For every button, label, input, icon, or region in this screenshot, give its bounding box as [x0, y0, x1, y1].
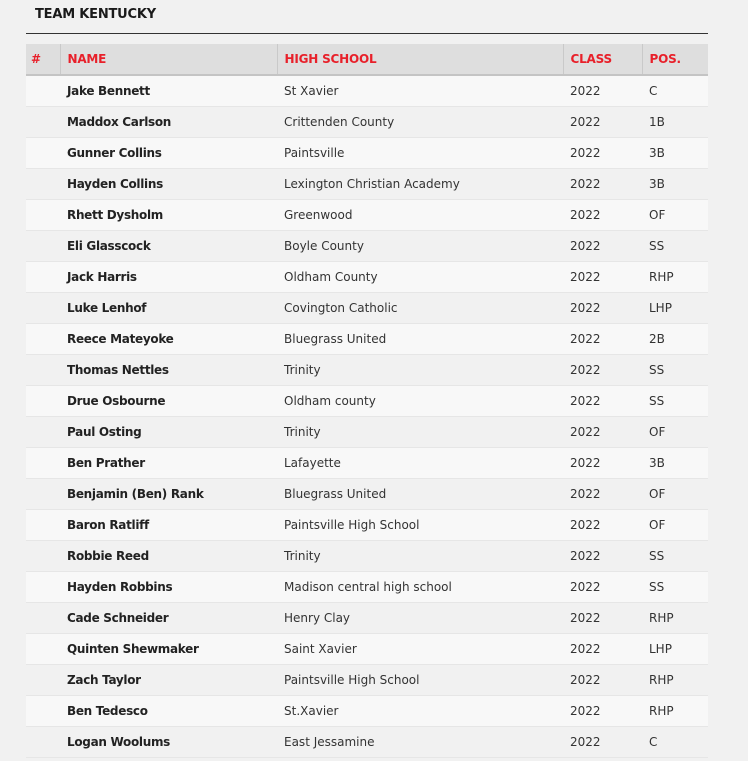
table-row [26, 292, 708, 323]
table-row [26, 447, 708, 478]
player-position: LHP [642, 633, 708, 664]
player-position: SS [642, 230, 708, 261]
player-high-school: Trinity [277, 354, 563, 385]
player-class: 2022 [563, 571, 642, 602]
player-position: SS [642, 354, 708, 385]
player-high-school: Oldham County [277, 261, 563, 292]
player-number [26, 75, 60, 106]
player-name: Maddox Carlson [60, 106, 277, 137]
player-number [26, 106, 60, 137]
column-header-position[interactable]: POS. [642, 44, 708, 75]
table-row [26, 323, 708, 354]
player-position: LHP [642, 292, 708, 323]
header-row [26, 44, 708, 75]
player-class: 2022 [563, 199, 642, 230]
player-position: C [642, 75, 708, 106]
player-class: 2022 [563, 106, 642, 137]
player-high-school: Lafayette [277, 447, 563, 478]
column-header-name[interactable]: NAME [60, 44, 277, 75]
player-name: Luke Lenhof [60, 292, 277, 323]
player-number [26, 292, 60, 323]
player-name: Jake Bennett [60, 75, 277, 106]
player-class: 2022 [563, 323, 642, 354]
table-row [26, 261, 708, 292]
player-name: Jack Harris [60, 261, 277, 292]
table-row [26, 137, 708, 168]
team-title: TEAM KENTUCKY [26, 0, 708, 34]
player-name: Baron Ratliff [60, 509, 277, 540]
player-number [26, 509, 60, 540]
table-row [26, 602, 708, 633]
table-row [26, 385, 708, 416]
player-number [26, 323, 60, 354]
table-row [26, 230, 708, 261]
table-row [26, 478, 708, 509]
player-class: 2022 [563, 602, 642, 633]
player-class: 2022 [563, 633, 642, 664]
player-name: Gunner Collins [60, 137, 277, 168]
player-name: Eli Glasscock [60, 230, 277, 261]
player-number [26, 168, 60, 199]
player-high-school: Greenwood [277, 199, 563, 230]
column-header-number[interactable]: # [26, 44, 60, 75]
player-class: 2022 [563, 261, 642, 292]
roster-section [26, 0, 708, 758]
player-high-school: Bluegrass United [277, 478, 563, 509]
table-row [26, 633, 708, 664]
player-position: RHP [642, 664, 708, 695]
player-high-school: Covington Catholic [277, 292, 563, 323]
player-class: 2022 [563, 540, 642, 571]
player-name: Hayden Collins [60, 168, 277, 199]
player-high-school: East Jessamine [277, 726, 563, 757]
player-position: OF [642, 199, 708, 230]
player-high-school: St.Xavier [277, 695, 563, 726]
player-class: 2022 [563, 416, 642, 447]
table-row [26, 695, 708, 726]
player-position: OF [642, 509, 708, 540]
player-name: Zach Taylor [60, 664, 277, 695]
player-position: 2B [642, 323, 708, 354]
player-number [26, 261, 60, 292]
player-high-school: Crittenden County [277, 106, 563, 137]
player-class: 2022 [563, 478, 642, 509]
player-number [26, 602, 60, 633]
player-high-school: Trinity [277, 540, 563, 571]
player-name: Ben Prather [60, 447, 277, 478]
player-name: Reece Mateyoke [60, 323, 277, 354]
player-high-school: Paintsville High School [277, 509, 563, 540]
table-row [26, 416, 708, 447]
player-number [26, 385, 60, 416]
player-position: SS [642, 385, 708, 416]
player-high-school: St Xavier [277, 75, 563, 106]
player-name: Logan Woolums [60, 726, 277, 757]
player-high-school: Oldham county [277, 385, 563, 416]
player-name: Drue Osbourne [60, 385, 277, 416]
player-class: 2022 [563, 385, 642, 416]
player-high-school: Paintsville High School [277, 664, 563, 695]
player-number [26, 695, 60, 726]
column-header-high-school[interactable]: HIGH SCHOOL [277, 44, 563, 75]
player-name: Hayden Robbins [60, 571, 277, 602]
player-position: 3B [642, 137, 708, 168]
player-position: RHP [642, 261, 708, 292]
table-row [26, 106, 708, 137]
table-row [26, 75, 708, 106]
player-position: 1B [642, 106, 708, 137]
player-number [26, 478, 60, 509]
player-class: 2022 [563, 230, 642, 261]
player-position: RHP [642, 602, 708, 633]
player-position: C [642, 726, 708, 757]
player-number [26, 137, 60, 168]
player-class: 2022 [563, 695, 642, 726]
table-row [26, 509, 708, 540]
roster-table-body [26, 75, 708, 757]
player-class: 2022 [563, 509, 642, 540]
player-class: 2022 [563, 447, 642, 478]
player-name: Paul Osting [60, 416, 277, 447]
player-class: 2022 [563, 726, 642, 757]
player-position: OF [642, 478, 708, 509]
player-position: SS [642, 571, 708, 602]
column-header-class[interactable]: CLASS [563, 44, 642, 75]
player-name: Thomas Nettles [60, 354, 277, 385]
player-number [26, 633, 60, 664]
player-position: SS [642, 540, 708, 571]
player-high-school: Henry Clay [277, 602, 563, 633]
player-name: Benjamin (Ben) Rank [60, 478, 277, 509]
player-class: 2022 [563, 292, 642, 323]
player-high-school: Madison central high school [277, 571, 563, 602]
player-high-school: Lexington Christian Academy [277, 168, 563, 199]
player-class: 2022 [563, 168, 642, 199]
player-high-school: Trinity [277, 416, 563, 447]
table-row [26, 664, 708, 695]
player-number [26, 726, 60, 757]
player-number [26, 664, 60, 695]
player-class: 2022 [563, 354, 642, 385]
player-class: 2022 [563, 664, 642, 695]
table-row [26, 571, 708, 602]
player-high-school: Paintsville [277, 137, 563, 168]
player-name: Quinten Shewmaker [60, 633, 277, 664]
table-row [26, 199, 708, 230]
player-class: 2022 [563, 75, 642, 106]
player-number [26, 571, 60, 602]
player-name: Ben Tedesco [60, 695, 277, 726]
player-position: OF [642, 416, 708, 447]
player-number [26, 447, 60, 478]
player-class: 2022 [563, 137, 642, 168]
player-number [26, 354, 60, 385]
player-position: RHP [642, 695, 708, 726]
player-name: Robbie Reed [60, 540, 277, 571]
player-high-school: Saint Xavier [277, 633, 563, 664]
player-number [26, 540, 60, 571]
table-row [26, 354, 708, 385]
player-high-school: Boyle County [277, 230, 563, 261]
player-position: 3B [642, 168, 708, 199]
roster-table [26, 44, 708, 758]
roster-table-header [26, 44, 708, 75]
player-name: Cade Schneider [60, 602, 277, 633]
player-number [26, 416, 60, 447]
player-number [26, 199, 60, 230]
table-row [26, 168, 708, 199]
player-number [26, 230, 60, 261]
player-position: 3B [642, 447, 708, 478]
table-row [26, 540, 708, 571]
table-row [26, 726, 708, 757]
player-high-school: Bluegrass United [277, 323, 563, 354]
player-name: Rhett Dysholm [60, 199, 277, 230]
